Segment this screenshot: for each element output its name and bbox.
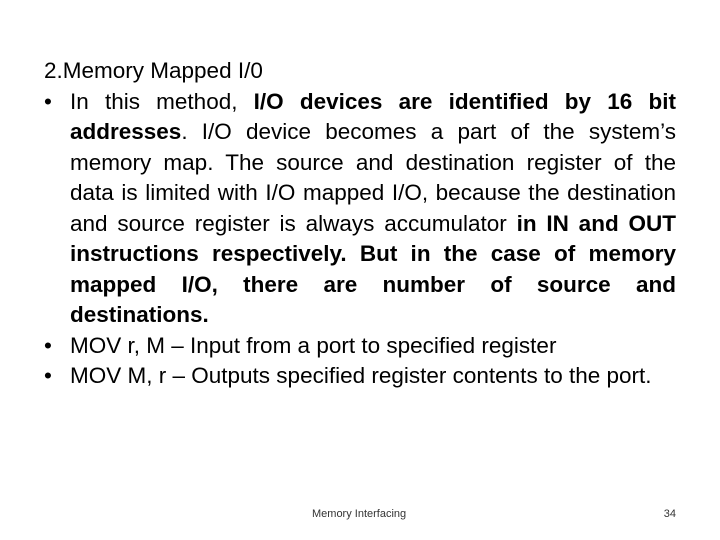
bullet-text-run-bold: I/O devices are identified by 16 bit addresses: [70, 88, 676, 144]
footer-title: Memory Interfacing: [312, 508, 407, 520]
bullet-item: [44, 361, 676, 392]
bullet-marker: •: [44, 363, 52, 388]
bullet-text-run-bold: in IN and OUT instructions respectively. But in the case of memory mapped I/O, there are number of source and destinations.: [70, 210, 676, 327]
bullet-marker: •: [44, 332, 52, 358]
bullet-item: [44, 87, 676, 331]
bullet-item: [44, 331, 676, 362]
bullet-text-run: In this method,: [70, 88, 254, 114]
bullet-list: [44, 87, 676, 392]
bullet-text-run: . I/O device becomes a part of the system’s memory map. The source and destination register of the data is limited with I/O mapped I/O, because the destination and source register is always accumulator: [70, 119, 676, 236]
bullet-marker: •: [44, 88, 52, 114]
bullet-text-run: MOV r, M – Input from a port to specified register: [70, 332, 557, 358]
slide-content: [44, 56, 676, 392]
slide-heading: 2.Memory Mapped I/0: [44, 58, 263, 83]
slide-number: 34: [663, 508, 676, 520]
bullet-text-run: MOV M, r – Outputs specified register contents to the port.: [70, 363, 652, 388]
